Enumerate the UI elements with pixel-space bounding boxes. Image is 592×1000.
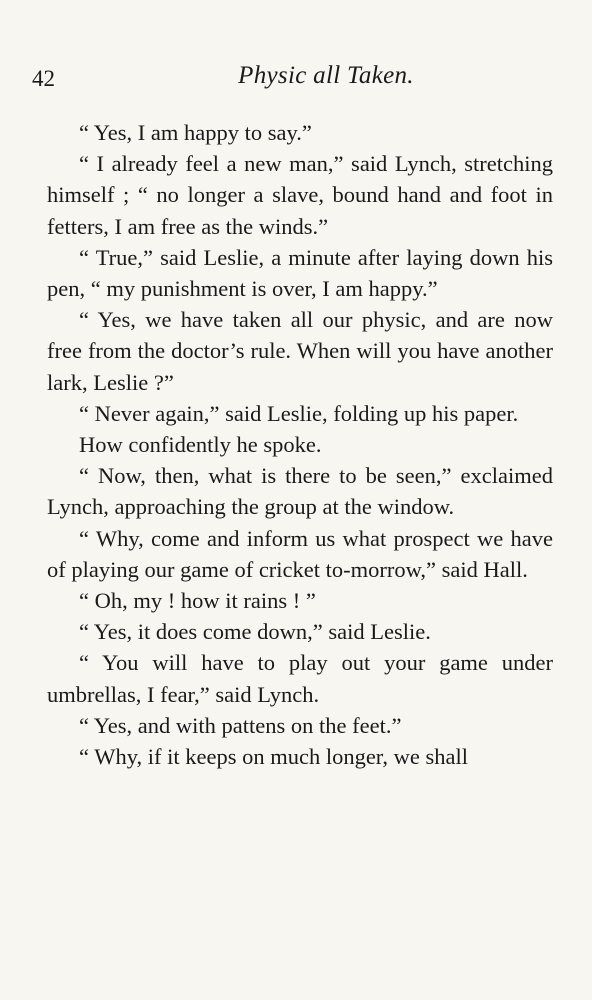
paragraph: “ Why, if it keeps on much longer, we shall <box>79 744 469 770</box>
paragraph: “ Yes, we have taken all our physic, and are now free from the doctor’s rule. When will you have another lark, Leslie ?” <box>47 307 553 395</box>
paragraph: “ Oh, my ! how it rains ! ” <box>79 588 316 614</box>
paragraph: “ Now, then, what is there to be seen,” exclaimed Lynch, approaching the group at the window. <box>47 463 553 520</box>
paragraph: “ True,” said Leslie, a minute after laying down his pen, “ my punishment is over, I am happy.” <box>47 244 553 302</box>
paragraph: “ I already feel a new man,” said Lynch, stretching himself ; “ no longer a slave, bound hand and foot in fetters, I am free as the winds.” <box>47 151 553 239</box>
paragraph: “ You will have to play out your game under umbrellas, I fear,” said Lynch. <box>47 650 553 707</box>
paragraph: “ Yes, I am happy to say.” <box>79 120 312 145</box>
paragraph: “ Why, come and inform us what prospect we have of playing our game of cricket to-morrow,” said Hall. <box>47 525 553 582</box>
body-text <box>47 117 553 772</box>
paragraph: “ Never again,” said Leslie, folding up his paper. <box>79 400 519 426</box>
paragraph: “ Yes, it does come down,” said Leslie. <box>79 619 431 645</box>
paragraph: “ Yes, and with pattens on the feet.” <box>79 712 402 738</box>
page-number: 42 <box>32 66 55 91</box>
page-header <box>32 58 560 98</box>
running-head: Physic all Taken. <box>238 62 414 89</box>
paragraph: How confidently he spoke. <box>79 432 322 458</box>
